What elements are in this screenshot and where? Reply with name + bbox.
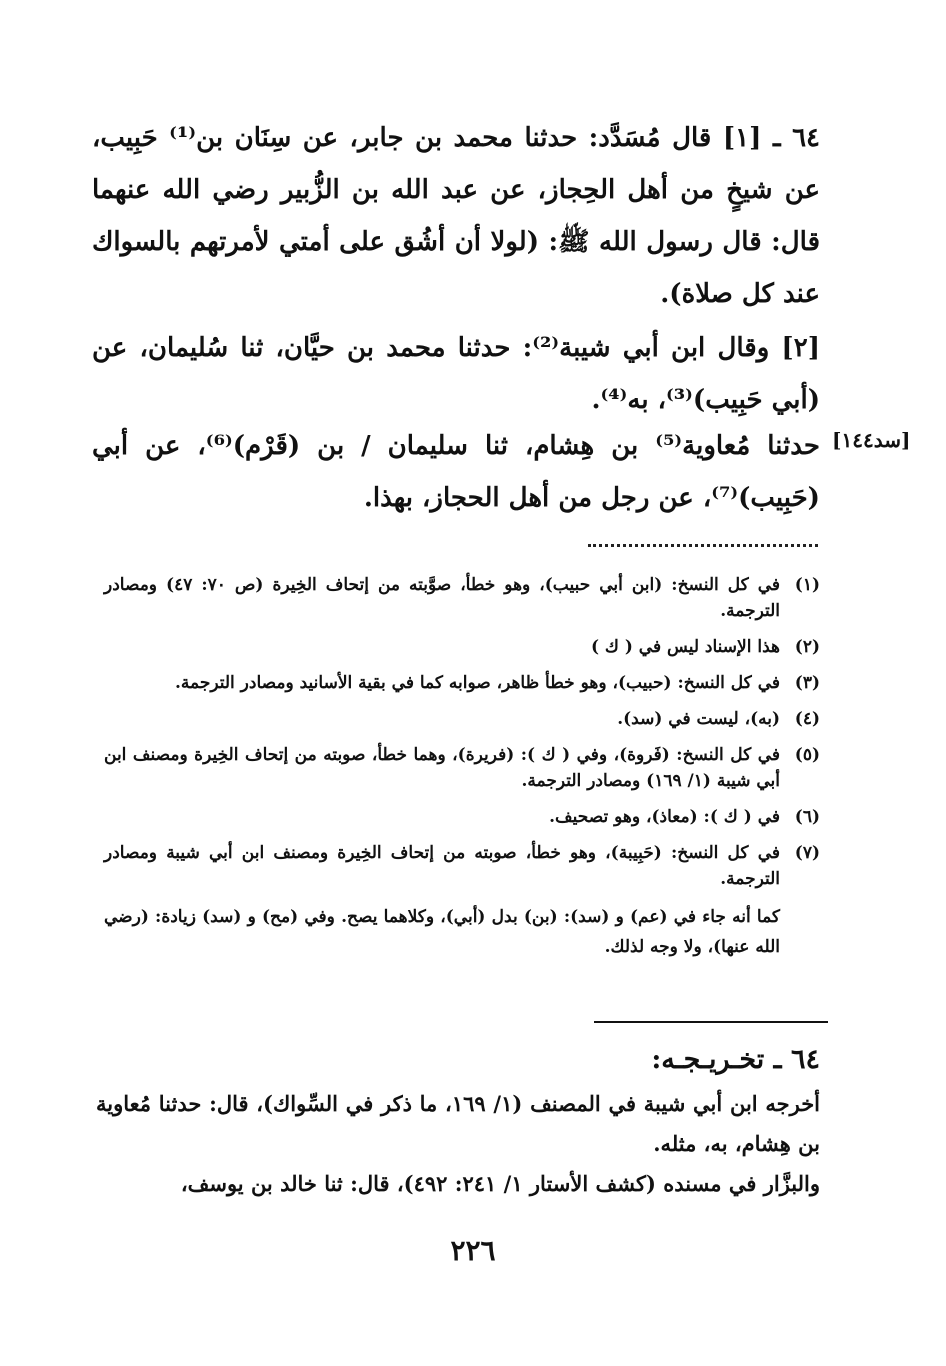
footnote-text: في كل النسخ: (حبيب)، وهو خطأ ظاهر، صوابه كما في بقية الأسانيد ومصادر الترجمة. [174, 673, 780, 693]
footnote-number: (٧) [794, 843, 820, 863]
footnote-number: (٥) [794, 745, 820, 765]
footnote [104, 634, 820, 660]
footnote-number: (٤) [794, 709, 820, 729]
footnote-text: في ( ك ): (معاذ)، وهو تصحيف. [549, 807, 780, 827]
section-divider [594, 1021, 828, 1023]
footnotes [104, 572, 820, 962]
takhrij-line-1: أخرجه ابن أبي شيبة في المصنف (١/ ١٦٩، ما ذكر في السِّواك)، قال: حدثنا مُعاوية بن هِشام، به، مثله. [96, 1091, 821, 1156]
footnote-text: هذا الإسناد ليس في ( ك ) [590, 637, 780, 657]
footnote [104, 742, 820, 794]
footnote [104, 572, 820, 624]
footnote-number: (١) [794, 575, 820, 595]
footnote-text: في كل النسخ: (حَبِيبة)، وهو خطأ، صوبته من إتحاف الخِيرة ومصنف ابن أبي شيبة ومصادر الترجمة. [104, 843, 780, 889]
footnote-number: (٣) [794, 673, 820, 693]
footnote [104, 840, 820, 892]
footnote-continuation: كما أنه جاء في (عم) و (سد): (بن) بدل (أبي)، وكلاهما يصح. وفي (مح) و (سد) زيادة: (رضي الله عنها)، ولا وجه لذلك. [104, 907, 780, 957]
page-number: ٢٢٦ [450, 1234, 496, 1267]
footnote-separator-dots [588, 544, 818, 547]
footnote-number: (٢) [794, 637, 820, 657]
footnote-text: في كل النسخ: (ابن أبي حبيب)، وهو خطأ، صوَّبته من إتحاف الخِيرة (ص ٧٠: ٤٧) ومصادر الترجمة. [104, 575, 780, 621]
hadith-paragraph-3: حدثنا مُعاوية⁽⁵⁾ بن هِشام، ثنا سليمان / بن (قَرْم)⁽⁶⁾، عن أبي (حَبِيب)⁽⁷⁾، عن رجل من أهل الحجاز، بهذا. [92, 431, 820, 513]
footnote-number: (٦) [794, 807, 820, 827]
footnote-text: (به)، ليست في (سد). [617, 709, 780, 729]
takhrij-body [96, 1084, 820, 1204]
footnote [104, 706, 820, 732]
hadith-paragraph-2: [٢] وقال ابن أبي شيبة⁽²⁾: حدثنا محمد بن حيَّان، ثنا سُليمان، عن (أبي حَبِيب)⁽³⁾، به⁽⁴⁾. [92, 333, 820, 415]
takhrij-line-2: والبزَّار في مسنده (كشف الأستار ١/ ٢٤١: ٤٩٢)، قال: ثنا خالد بن يوسف، [180, 1171, 820, 1196]
footnote [104, 804, 820, 830]
footnote-text: في كل النسخ: (فَروة)، وفي ( ك ): (فريرة)، وهما خطأ، صوبته من إتحاف الخِيرة ومصنف ابن أبي شيبة (١/ ١٦٩) ومصادر الترجمة. [104, 745, 780, 791]
margin-reference: [سد١٤٤] [832, 428, 911, 452]
takhrij-heading: ٦٤ ـ تخـريـجـه: [651, 1044, 820, 1075]
footnote [104, 670, 820, 696]
hadith-paragraph-1: ٦٤ ـ [١] قال مُسَدَّد: حدثنا محمد بن جابر، عن سِنَان بن⁽¹⁾ حَبِيب، عن شيخٍ من أهل الحِجاز، عن عبد الله بن الزُّبير رضي الله عنهما قال: قال رسول الله ﷺ: (لولا أن أشُق على أمتي لأمرتهم بالسواك عند كل صلاة). [92, 123, 820, 309]
